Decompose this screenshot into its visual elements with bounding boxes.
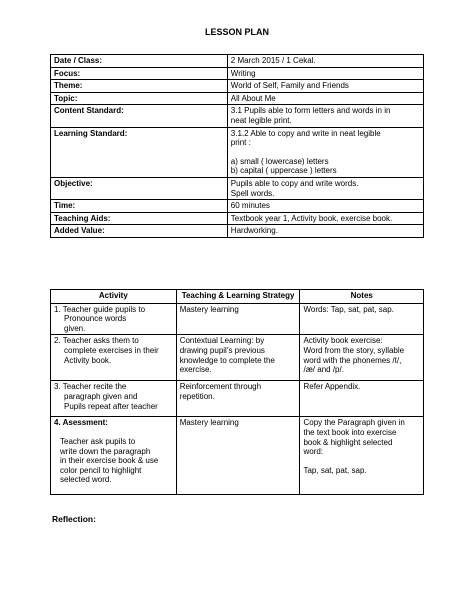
text-line: Writing xyxy=(230,68,256,78)
page-title: LESSON PLAN xyxy=(204,27,269,37)
info-label: Focus: xyxy=(51,67,228,80)
cell-activity xyxy=(51,335,177,381)
text-line: Mastery learning xyxy=(179,304,239,314)
activity-table-header xyxy=(51,290,424,304)
cell-activity xyxy=(51,303,177,335)
text-line: color pencil to highlight xyxy=(60,465,142,475)
text-line: Copy the Paragraph given in xyxy=(303,418,405,428)
info-row xyxy=(51,92,424,105)
text-line: paragraph given and xyxy=(64,391,138,401)
activity-table xyxy=(50,289,424,495)
info-value xyxy=(227,105,423,127)
info-row xyxy=(51,55,424,68)
text-line: a) small ( lowercase) letters xyxy=(230,156,329,166)
activity-row xyxy=(51,381,424,417)
text-line: Pupils repeat after teacher xyxy=(64,401,158,411)
cell-activity xyxy=(51,417,177,495)
header-notes: Notes xyxy=(300,290,424,304)
text-line: in their exercise book & use xyxy=(60,456,159,466)
text-line xyxy=(303,457,420,466)
text-line: Mastery learning xyxy=(179,418,239,428)
info-label: Date / Class: xyxy=(51,55,228,68)
info-value xyxy=(227,200,423,213)
text-line: 60 minutes xyxy=(230,201,270,211)
info-label: Teaching Aids: xyxy=(51,212,228,225)
text-line: given. xyxy=(64,323,86,333)
text-line: Spell words. xyxy=(230,188,275,198)
info-row xyxy=(51,177,424,199)
text-line: Words: Tap, sat, pat, sap. xyxy=(303,304,394,314)
header-strategy: Teaching & Learning Strategy xyxy=(176,290,300,304)
text-line: 3.1 Pupils able to form letters and words in in xyxy=(230,106,391,116)
info-value xyxy=(227,80,423,93)
text-line: 3. Teacher recite the xyxy=(54,382,127,392)
reflection-label: Reflection: xyxy=(52,514,96,524)
text-line: 2. Teacher asks them to xyxy=(54,336,139,346)
text-line: word: xyxy=(303,447,324,457)
text-line: Teacher ask pupils to xyxy=(60,436,136,446)
cell-strategy xyxy=(176,381,300,417)
text-line: book & highlight selected xyxy=(303,437,393,447)
text-line: repetition. xyxy=(179,391,215,401)
text-line: Hardworking. xyxy=(230,226,278,236)
cell-strategy xyxy=(176,335,300,381)
text-line: write down the paragraph xyxy=(60,446,151,456)
text-line: All About Me xyxy=(230,93,276,103)
cell-notes xyxy=(300,335,424,381)
info-label: Added Value: xyxy=(51,225,228,238)
activity-row xyxy=(51,335,424,381)
text-line: complete exercises in their xyxy=(64,345,159,355)
cell-strategy xyxy=(176,417,300,495)
text-line: /æ/ and /p/. xyxy=(303,365,344,375)
text-line: 3.1.2 Able to copy and write in neat legible xyxy=(230,128,381,138)
text-line: drawing pupil’s previous xyxy=(179,345,265,355)
cell-notes xyxy=(300,417,424,495)
text-line: selected word. xyxy=(60,475,112,485)
info-value xyxy=(227,212,423,225)
info-value xyxy=(227,127,423,177)
info-row xyxy=(51,105,424,127)
text-line: Activity book. xyxy=(64,355,112,365)
info-value xyxy=(227,67,423,80)
info-row xyxy=(51,212,424,225)
info-label: Theme: xyxy=(51,80,228,93)
text-line xyxy=(54,428,173,437)
info-label: Topic: xyxy=(51,92,228,105)
text-line: Word from the story, syllable xyxy=(303,345,405,355)
info-row xyxy=(51,80,424,93)
text-line: b) capital ( uppercase ) letters xyxy=(230,166,337,176)
info-value xyxy=(227,225,423,238)
info-label: Learning Standard: xyxy=(51,127,228,177)
text-line: print : xyxy=(230,138,251,148)
text-line: 1. Teacher guide pupils to xyxy=(54,304,146,314)
text-line: the text book into exercise xyxy=(303,427,397,437)
text-line: Contextual Learning: by xyxy=(179,336,265,346)
text-line: Tap, sat, pat, sap. xyxy=(303,465,367,475)
info-row xyxy=(51,127,424,177)
info-value xyxy=(227,92,423,105)
header-activity: Activity xyxy=(51,290,177,304)
activity-row xyxy=(51,417,424,495)
text-line: Pronounce words xyxy=(64,314,127,324)
text-line: Pupils able to copy and write words. xyxy=(230,178,359,188)
cell-activity xyxy=(51,381,177,417)
info-row xyxy=(51,200,424,213)
text-line: Reinforcement through xyxy=(179,382,262,392)
info-label: Time: xyxy=(51,200,228,213)
cell-notes xyxy=(300,381,424,417)
info-row xyxy=(51,67,424,80)
text-line: knowledge to complete the xyxy=(179,355,275,365)
text-line: Refer Appendix. xyxy=(303,382,361,392)
cell-notes xyxy=(300,303,424,335)
activity-row xyxy=(51,303,424,335)
text-line: 4. Asessment: xyxy=(54,418,108,428)
text-line: exercise. xyxy=(179,365,212,375)
lesson-info-table xyxy=(50,54,424,238)
text-line: Activity book exercise: xyxy=(303,336,383,346)
info-row xyxy=(51,225,424,238)
info-value xyxy=(227,55,423,68)
info-label: Objective: xyxy=(51,177,228,199)
text-line: World of Self, Family and Friends xyxy=(230,81,349,91)
text-line: neat legible print. xyxy=(230,115,292,125)
text-line: 2 March 2015 / 1 Cekal. xyxy=(230,56,316,65)
info-label: Content Standard: xyxy=(51,105,228,127)
info-value xyxy=(227,177,423,199)
cell-strategy xyxy=(176,303,300,335)
text-line: Textbook year 1, Activity book, exercise book. xyxy=(230,213,393,223)
text-line xyxy=(231,148,420,157)
text-line: word with the phonemes /t/, xyxy=(303,355,402,365)
